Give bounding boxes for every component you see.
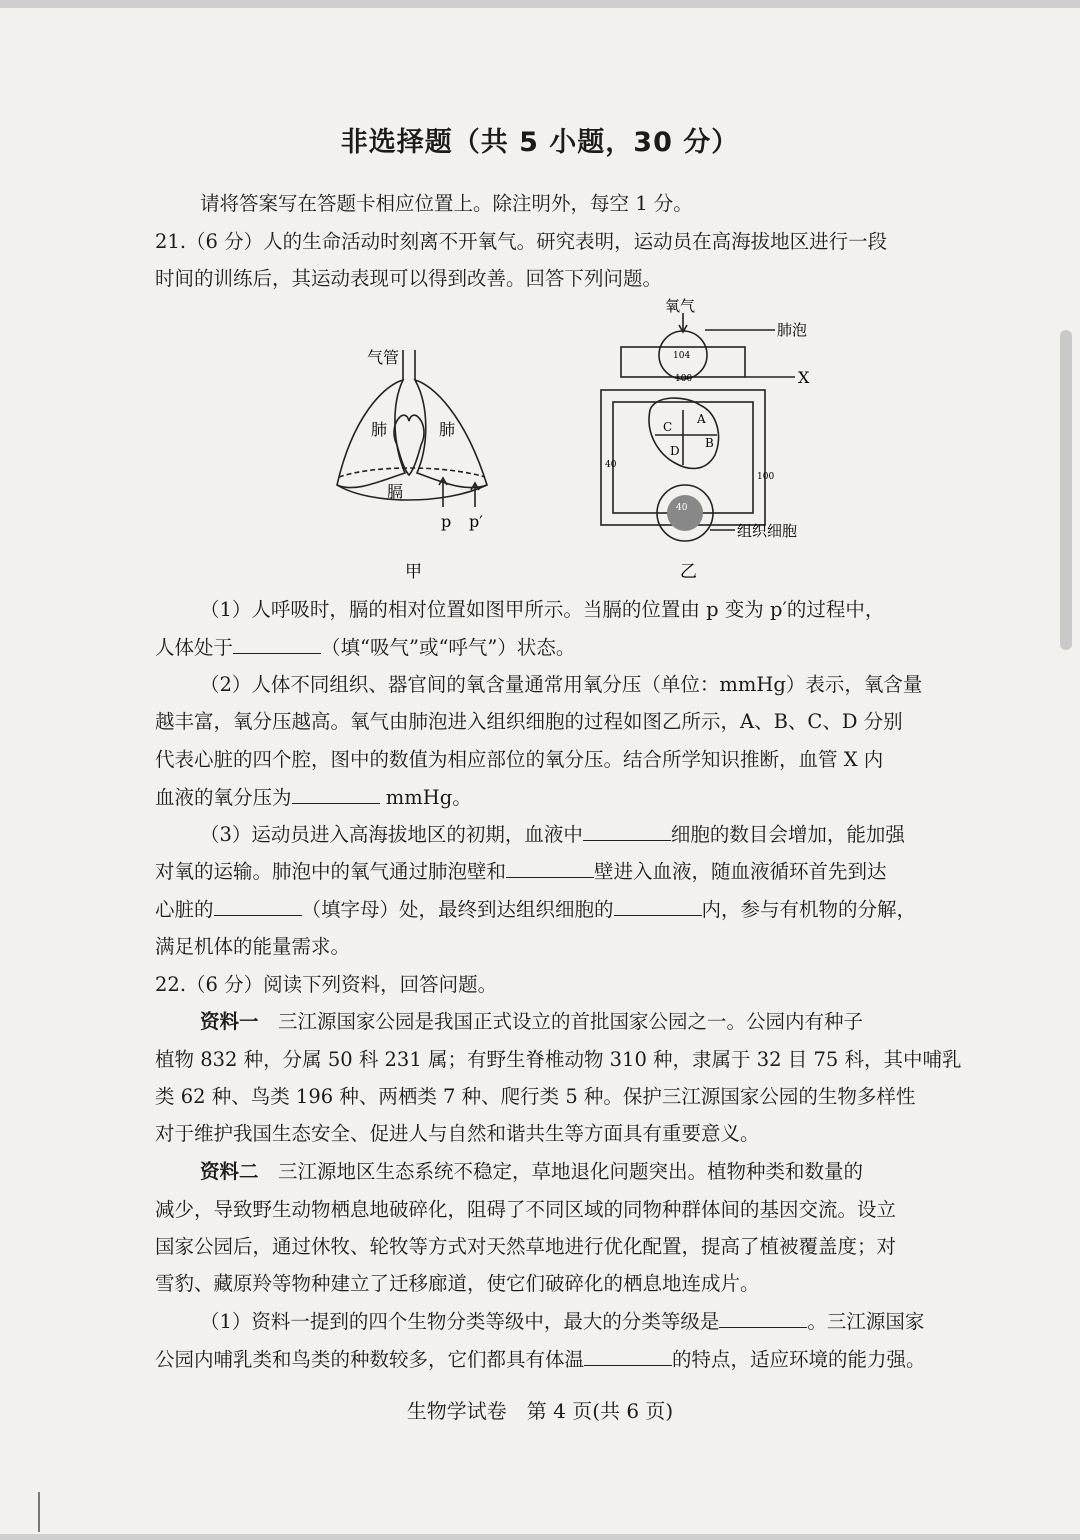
chamber-d: D — [670, 444, 680, 458]
q21-p2-line-2: 越丰富，氧分压越高。氧气由肺泡进入组织细胞的过程如图乙所示，A、B、C、D 分别 — [155, 710, 903, 733]
q21-figures — [325, 295, 825, 595]
value-100-top: 100 — [675, 374, 693, 384]
q21-p2-line-1: （2）人体不同组织、器官间的氧含量通常用氧分压（单位：mmHg）表示，氧含量 — [200, 673, 923, 696]
instruction-text: 请将答案写在答题卡相应位置上。除注明外，每空 1 分。 — [200, 192, 693, 215]
answer-blank[interactable] — [584, 1347, 672, 1366]
bottom-bar — [0, 1534, 1080, 1540]
q22-q1-line-1: （1）资料一提到的四个生物分类等级中，最大的分类等级是 。三江源国家 — [200, 1310, 925, 1333]
answer-blank[interactable] — [233, 635, 321, 654]
chamber-c: C — [663, 420, 673, 434]
answer-blank[interactable] — [292, 785, 380, 804]
q22-material-1-line-2: 植物 832 种，分属 50 科 231 属；有野生脊椎动物 310 种，隶属于 32 目 75 科，其中哺乳 — [155, 1048, 962, 1071]
section-title: 非选择题（共 5 小题，30 分） — [340, 127, 740, 158]
page-edge-mark — [38, 1492, 40, 1532]
q21-stem-line-2: 时间的训练后，其运动表现可以得到改善。回答下列问题。 — [155, 267, 663, 290]
q21-p2-line-3: 代表心脏的四个腔，图中的数值为相应部位的氧分压。结合所学知识推断，血管 X 内 — [155, 748, 884, 771]
chamber-b: B — [705, 436, 714, 450]
q22-q1-line-2: 公园内哺乳类和鸟类的种数较多，它们都具有体温 的特点，适应环境的能力强。 — [155, 1348, 926, 1371]
label-alveoli: 肺泡 — [777, 321, 808, 339]
answer-blank[interactable] — [583, 822, 671, 841]
q21-stem-line-1: 21.（6 分）人的生命活动时刻离不开氧气。研究表明，运动员在高海拔地区进行一段 — [155, 230, 888, 253]
value-100-right: 100 — [757, 472, 775, 482]
label-diaphragm: 膈 — [387, 482, 404, 501]
label-lung-right: 肺 — [439, 420, 456, 439]
value-104: 104 — [673, 351, 691, 361]
chamber-a: A — [697, 412, 706, 426]
q22-material-1-line-1: 资料一 三江源国家公园是我国正式设立的首批国家公园之一。公园内有种子 — [200, 1010, 864, 1033]
figure-jia-lungs — [337, 350, 487, 507]
caption-yi: 乙 — [680, 562, 697, 582]
q22-material-2-line-2: 减少，导致野生动物栖息地破碎化，阻碍了不同区域的同物种群体间的基因交流。设立 — [155, 1198, 897, 1221]
label-oxygen: 氧气 — [665, 297, 696, 315]
label-x: X — [798, 368, 810, 387]
figure-yi-circulation — [601, 313, 798, 541]
q22-material-2-line-1: 资料二 三江源地区生态系统不稳定，草地退化问题突出。植物种类和数量的 — [200, 1160, 864, 1183]
caption-jia: 甲 — [405, 562, 422, 582]
q21-p1-line-1: （1）人呼吸时，膈的相对位置如图甲所示。当膈的位置由 p 变为 p′的过程中， — [200, 598, 885, 621]
q21-p3-line-1: （3）运动员进入高海拔地区的初期，血液中 细胞的数目会增加，能加强 — [200, 823, 905, 846]
page-footer: 生物学试卷 第 4 页(共 6 页) — [406, 1399, 674, 1423]
q22-material-1-line-4: 对于维护我国生态安全、促进人与自然和谐共生等方面具有重要意义。 — [155, 1122, 760, 1145]
scrollbar-thumb[interactable] — [1060, 330, 1072, 650]
value-40-left: 40 — [605, 460, 617, 470]
material-1-label: 资料一 — [200, 1010, 259, 1033]
q22-material-2-line-3: 国家公园后，通过休牧、轮牧等方式对天然草地进行优化配置，提高了植被覆盖度；对 — [155, 1235, 897, 1258]
q21-p2-line-4: 血液的氧分压为 mmHg。 — [155, 786, 472, 809]
material-2-label: 资料二 — [200, 1160, 259, 1183]
label-tissue-cells: 组织细胞 — [737, 522, 798, 540]
q21-p3-line-2: 对氧的运输。肺泡中的氧气通过肺泡壁和 壁进入血液，随血液循环首先到达 — [155, 860, 887, 883]
answer-blank[interactable] — [614, 897, 702, 916]
answer-blank[interactable] — [214, 897, 302, 916]
label-trachea: 气管 — [367, 348, 400, 367]
label-p-prime: p′ — [469, 512, 483, 531]
q21-p3-line-3: 心脏的 （填字母）处，最终到达组织细胞的 内，参与有机物的分解， — [155, 898, 917, 921]
q22-stem: 22.（6 分）阅读下列资料，回答问题。 — [155, 973, 498, 996]
q21-p3-line-4: 满足机体的能量需求。 — [155, 935, 351, 958]
q22-material-1-line-3: 类 62 种、鸟类 196 种、两栖类 7 种、爬行类 5 种。保护三江源国家公园的生物多样性 — [155, 1085, 916, 1108]
value-40-cell: 40 — [676, 503, 688, 513]
answer-blank[interactable] — [506, 859, 594, 878]
top-bar — [0, 0, 1080, 8]
q21-p1-line-2: 人体处于 （填“吸气”或“呼气”）状态。 — [155, 636, 576, 659]
q22-material-2-line-4: 雪豹、藏原羚等物种建立了迁移廊道，使它们破碎化的栖息地连成片。 — [155, 1272, 760, 1295]
answer-blank[interactable] — [719, 1309, 807, 1328]
label-lung-left: 肺 — [371, 420, 388, 439]
label-p: p — [441, 512, 452, 531]
